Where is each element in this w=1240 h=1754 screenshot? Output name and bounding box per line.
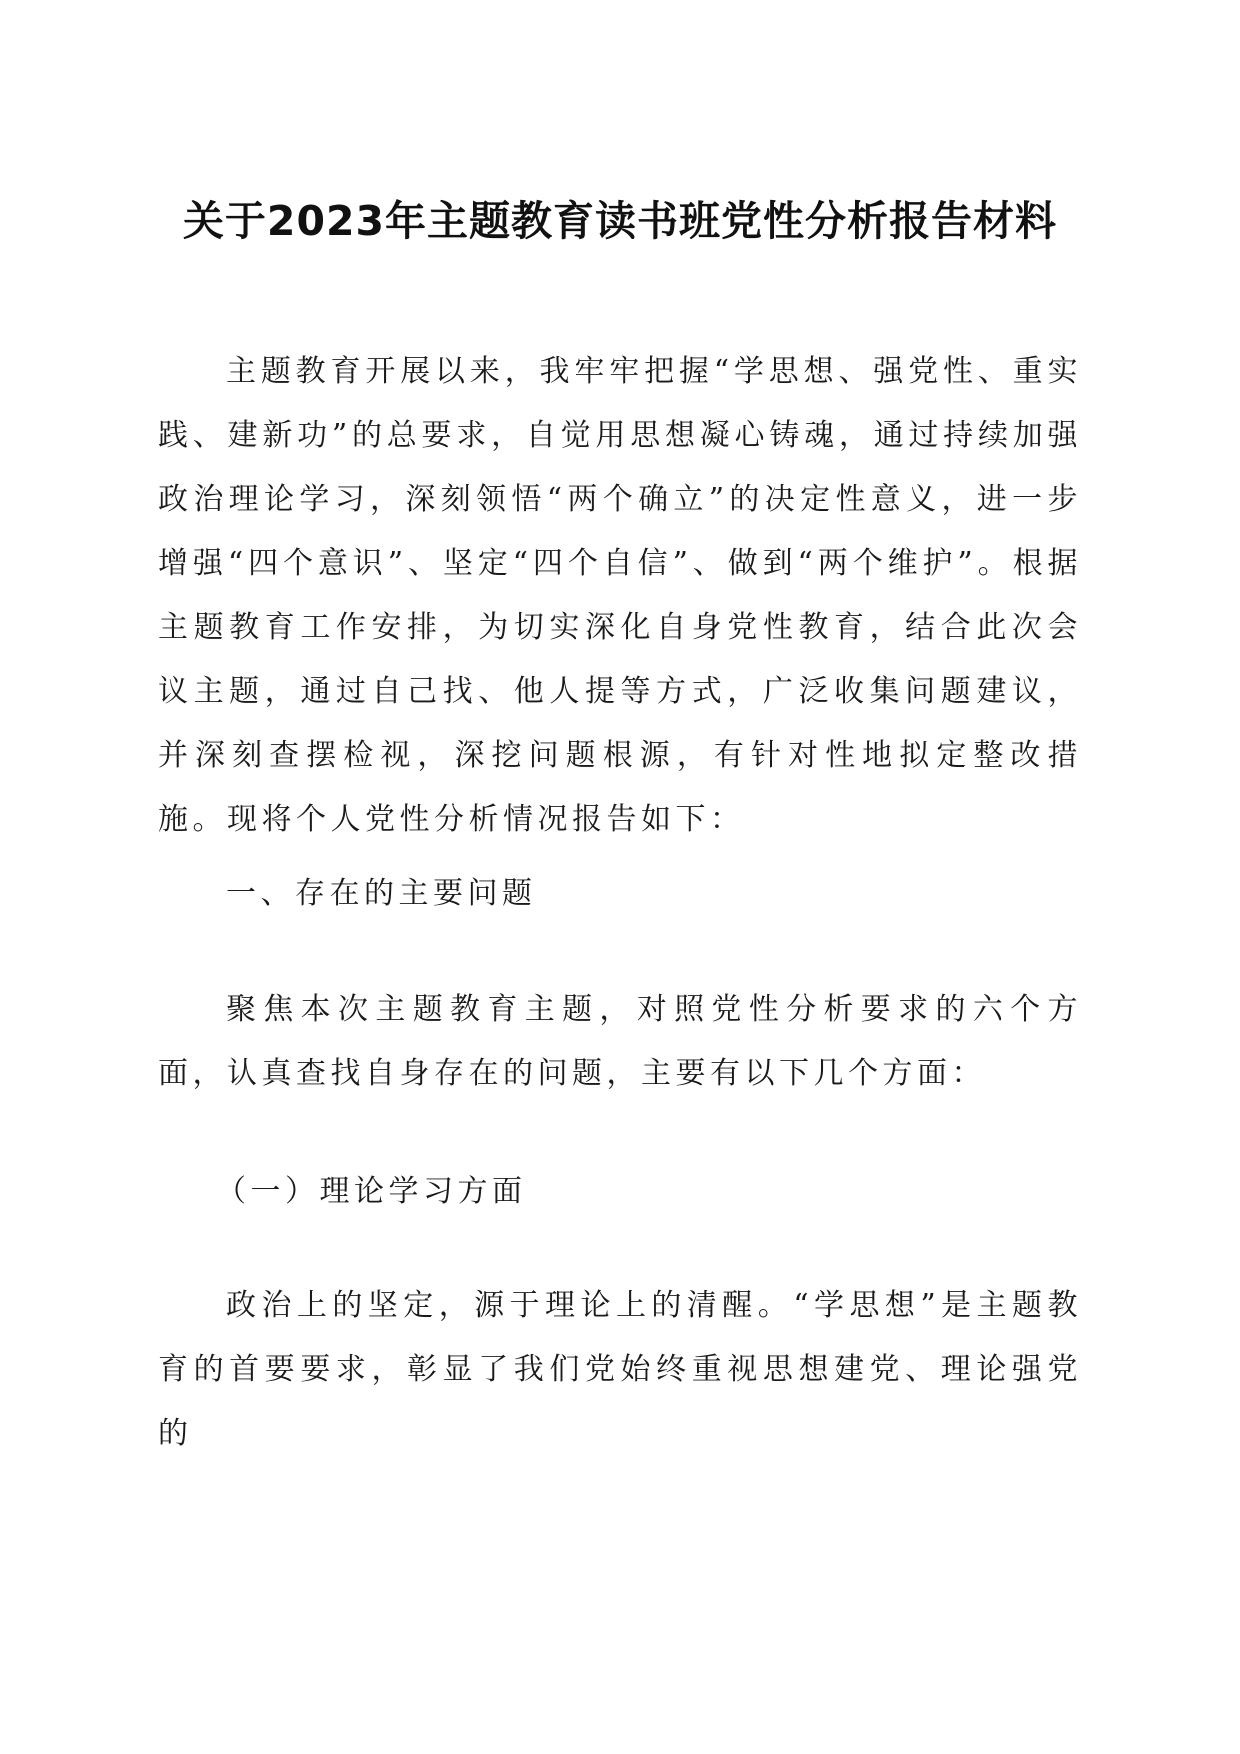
intro-paragraph: 主题教育开展以来，我牢牢把握“学思想、强党性、重实践、建新功”的总要求，自觉用思想凝心铸魂，通过持续加强政治理论学习，深刻领悟“两个确立”的决定性意义，进一步增强“四个意识”、坚定“四个自信”、做到“两个维护”。根据主题教育工作安排，为切实深化自身党性教育，结合此次会议主题，通过自己找、他人提等方式，广泛收集问题建议，并深刻查摆检视，深挖问题根源，有针对性地拟定整改措施。现将个人党性分析情况报告如下： <box>158 354 1082 837</box>
document-title: 关于2023年主题教育读书班党性分析报告材料 <box>182 197 1058 245</box>
subsection-paragraph: 政治上的坚定，源于理论上的清醒。“学思想”是主题教育的首要要求，彰显了我们党始终重视思想建党、理论强党的 <box>158 1288 1082 1451</box>
section-heading: 一、存在的主要问题 <box>226 876 537 911</box>
subsection-heading: （一）理论学习方面 <box>216 1174 527 1209</box>
section-intro-paragraph: 聚焦本次主题教育主题，对照党性分析要求的六个方面，认真查找自身存在的问题，主要有以下几个方面： <box>158 992 1082 1091</box>
